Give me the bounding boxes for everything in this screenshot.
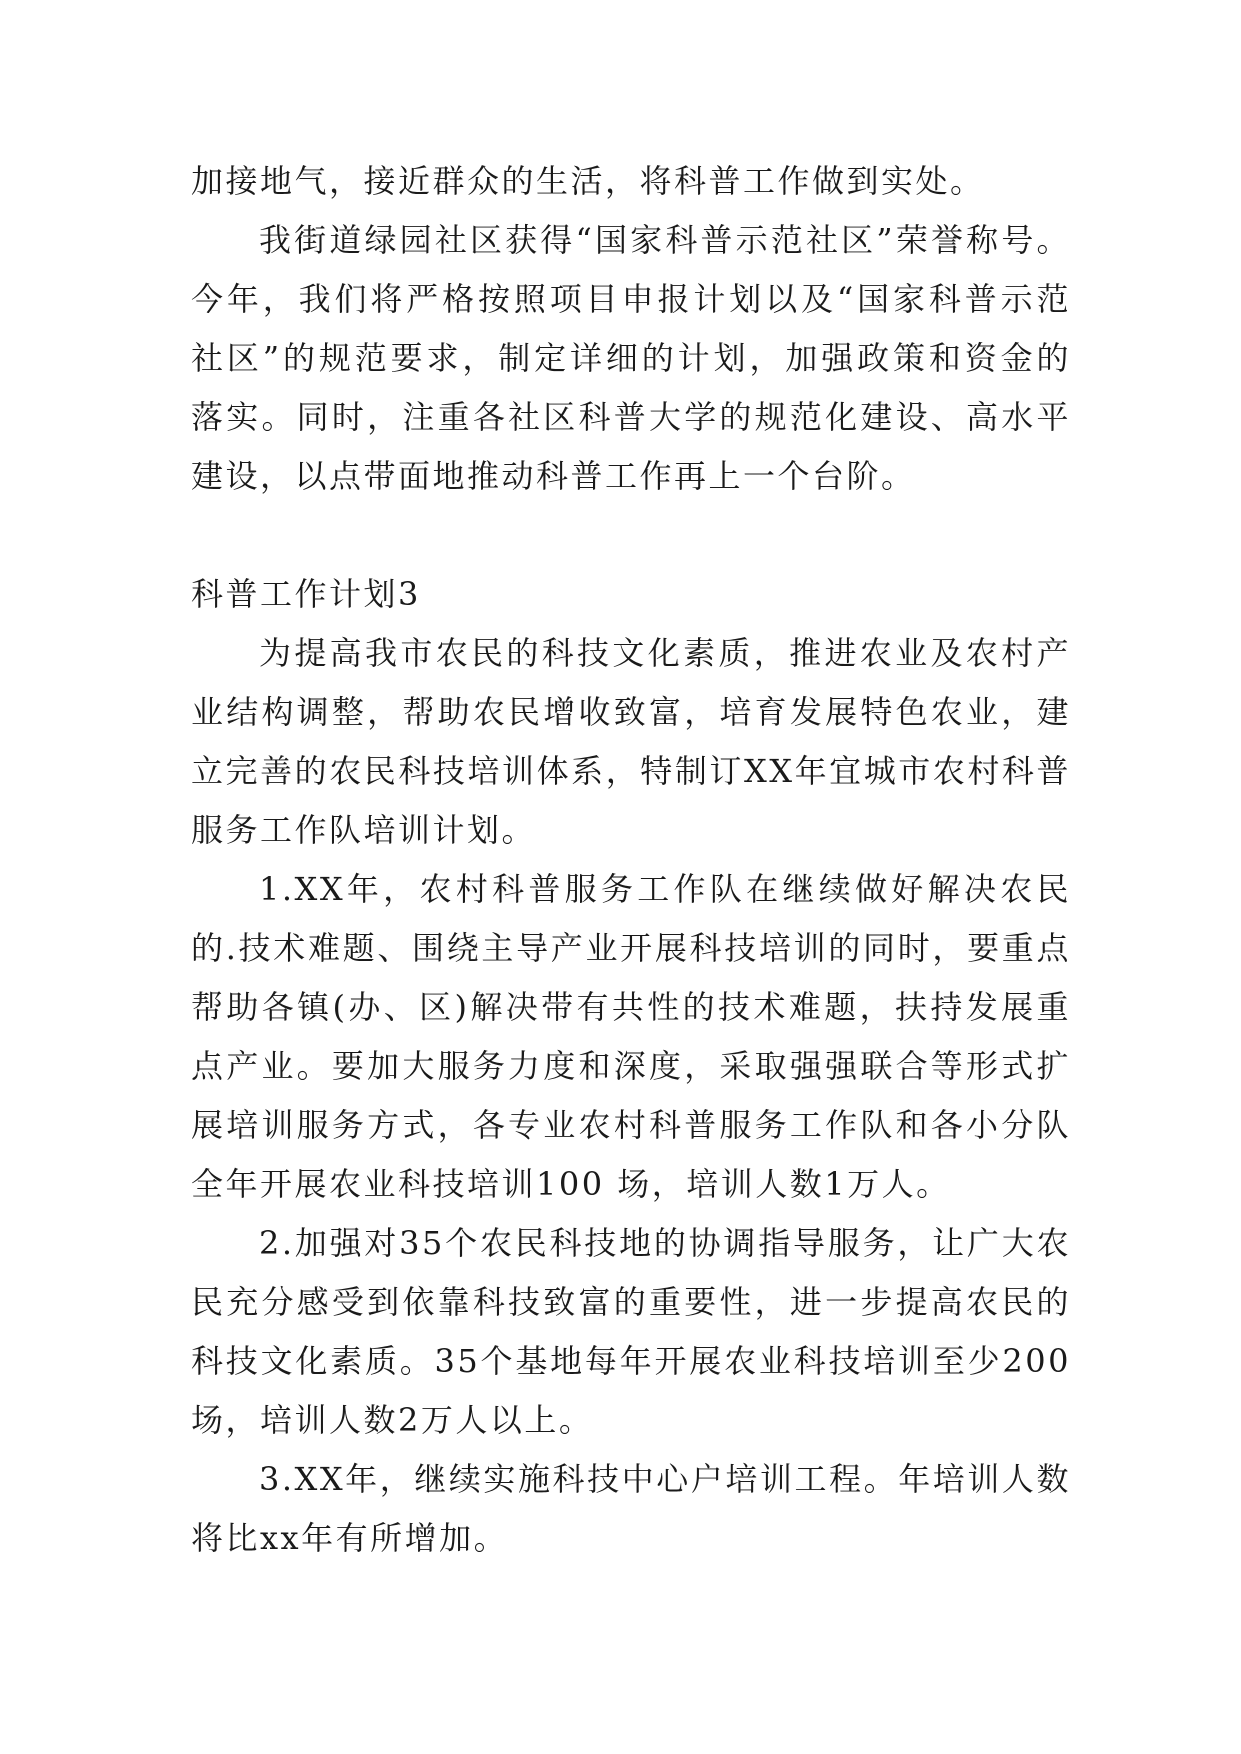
paragraph-item-2: 2.加强对35个农民科技地的协调指导服务，让广大农民充分感受到依靠科技致富的重要性，进一步提高农民的科技文化素质。35个基地每年开展农业科技培训至少200场，培训人数2万人以上。 <box>191 1224 1071 1439</box>
paragraph-continued: 加接地气，接近群众的生活，将科普工作做到实处。 <box>191 162 985 200</box>
document-body <box>191 152 1071 1568</box>
section-spacer <box>191 506 1071 565</box>
paragraph-community-award: 我街道绿园社区获得“国家科普示范社区”荣誉称号。今年，我们将严格按照项目申报计划以及“国家科普示范社区”的规范要求，制定详细的计划，加强政策和资金的落实。同时，注重各社区科普大学的规范化建设、高水平建设，以点带面地推动科普工作再上一个台阶。 <box>191 221 1071 495</box>
paragraph-intro: 为提高我市农民的科技文化素质，推进农业及农村产业结构调整，帮助农民增收致富，培育发展特色农业，建立完善的农民科技培训体系，特制订XX年宜城市农村科普服务工作队培训计划。 <box>191 634 1071 849</box>
paragraph-item-3: 3.XX年，继续实施科技中心户培训工程。年培训人数将比xx年有所增加。 <box>191 1460 1071 1557</box>
paragraph-item-1: 1.XX年，农村科普服务工作队在继续做好解决农民的.技术难题、围绕主导产业开展科技培训的同时，要重点帮助各镇(办、区)解决带有共性的技术难题，扶持发展重点产业。要加大服务力度和深度，采取强强联合等形式扩展培训服务方式，各专业农村科普服务工作队和各小分队全年开展农业科技培训100 场，培训人数1万人。 <box>191 870 1071 1203</box>
section-title: 科普工作计划3 <box>191 575 421 613</box>
